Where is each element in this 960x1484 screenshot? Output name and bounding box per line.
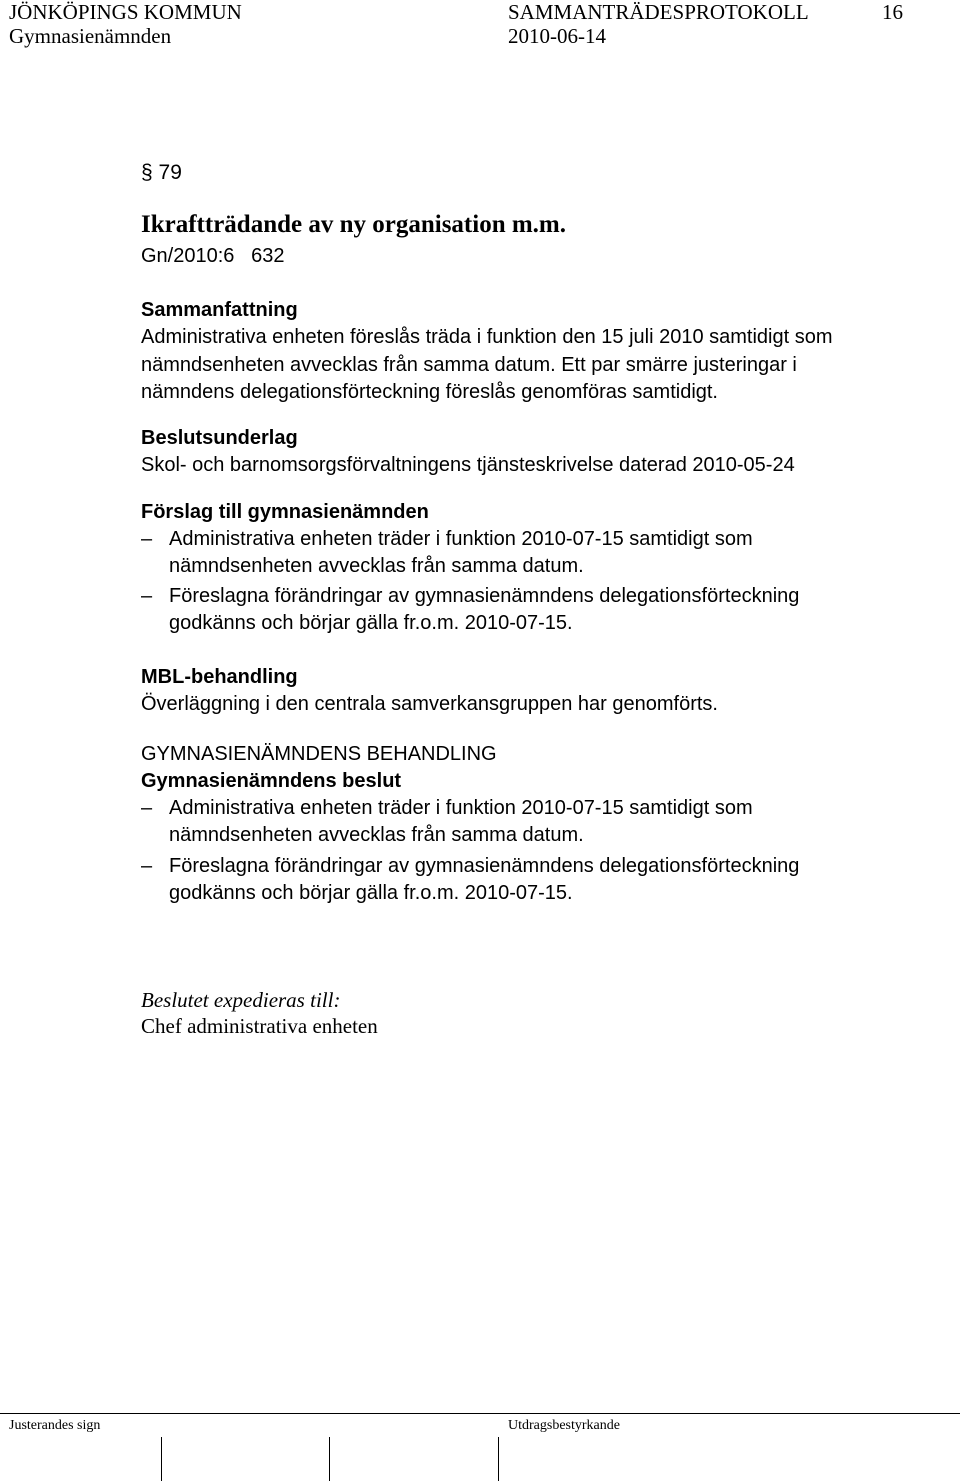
expedieras-recipient: Chef administrativa enheten [141,1014,378,1038]
sammanfattning-line-1: Administrativa enheten föreslås träda i funktion den 15 juli 2010 samtidigt som [141,326,833,348]
dash-bullet: – [141,528,153,550]
beslut-item-2-line-1: Föreslagna förändringar av gymnasienämndens delegationsförteckning [169,855,800,877]
forslag-item-2-line-1: Föreslagna förändringar av gymnasienämndens delegationsförteckning [169,585,800,607]
signature-box-divider-2 [329,1437,330,1481]
header-date: 2010-06-14 [508,24,606,48]
header-org: JÖNKÖPINGS KOMMUN [9,0,242,24]
beslut-item-1-line-2: nämndsenheten avvecklas från samma datum. [169,824,584,846]
section-number-value: 79 [158,161,182,184]
footer-divider [0,1413,960,1414]
footer-utdragsbestyrkande: Utdragsbestyrkande [508,1418,620,1433]
sammanfattning-line-3: nämndens delegationsförteckning föreslås genomföras samtidigt. [141,381,718,403]
mbl-text: Överläggning i den centrala samverkansgruppen har genomförts. [141,693,718,715]
header-doc-type: SAMMANTRÄDESPROTOKOLL [508,0,809,24]
header-committee: Gymnasienämnden [9,24,172,48]
expedieras-label: Beslutet expedieras till: [141,988,341,1012]
section-symbol: § [141,161,153,184]
signature-box-divider-3 [498,1437,499,1481]
case-number: Gn/2010:6 632 [141,245,285,267]
section-number [141,161,182,185]
footer-justerandes-sign: Justerandes sign [9,1418,101,1433]
forslag-item-1-line-1: Administrativa enheten träder i funktion 2010-07-15 samtidigt som [169,528,753,550]
sammanfattning-heading: Sammanfattning [141,299,298,321]
forslag-item-1-line-2: nämndsenheten avvecklas från samma datum. [169,555,584,577]
sammanfattning-line-2: nämndsenheten avvecklas från samma datum. Ett par smärre justeringar i [141,354,797,376]
forslag-heading: Förslag till gymnasienämnden [141,501,429,523]
signature-box-divider-1 [161,1437,162,1481]
behandling-heading: GYMNASIENÄMNDENS BEHANDLING [141,743,497,765]
forslag-item-2-line-2: godkänns och börjar gälla fr.o.m. 2010-07-15. [169,612,573,634]
header-page-number: 16 [882,0,903,24]
beslutsunderlag-heading: Beslutsunderlag [141,427,298,449]
beslutsunderlag-text: Skol- och barnomsorgsförvaltningens tjänsteskrivelse daterad 2010-05-24 [141,454,795,476]
beslut-item-2-line-2: godkänns och börjar gälla fr.o.m. 2010-07-15. [169,882,573,904]
dash-bullet: – [141,585,153,607]
dash-bullet: – [141,797,153,819]
section-title: Ikraftträdande av ny organisation m.m. [141,211,567,238]
mbl-heading: MBL-behandling [141,666,298,688]
dash-bullet: – [141,855,153,877]
beslut-heading: Gymnasienämndens beslut [141,770,402,792]
beslut-item-1-line-1: Administrativa enheten träder i funktion 2010-07-15 samtidigt som [169,797,753,819]
